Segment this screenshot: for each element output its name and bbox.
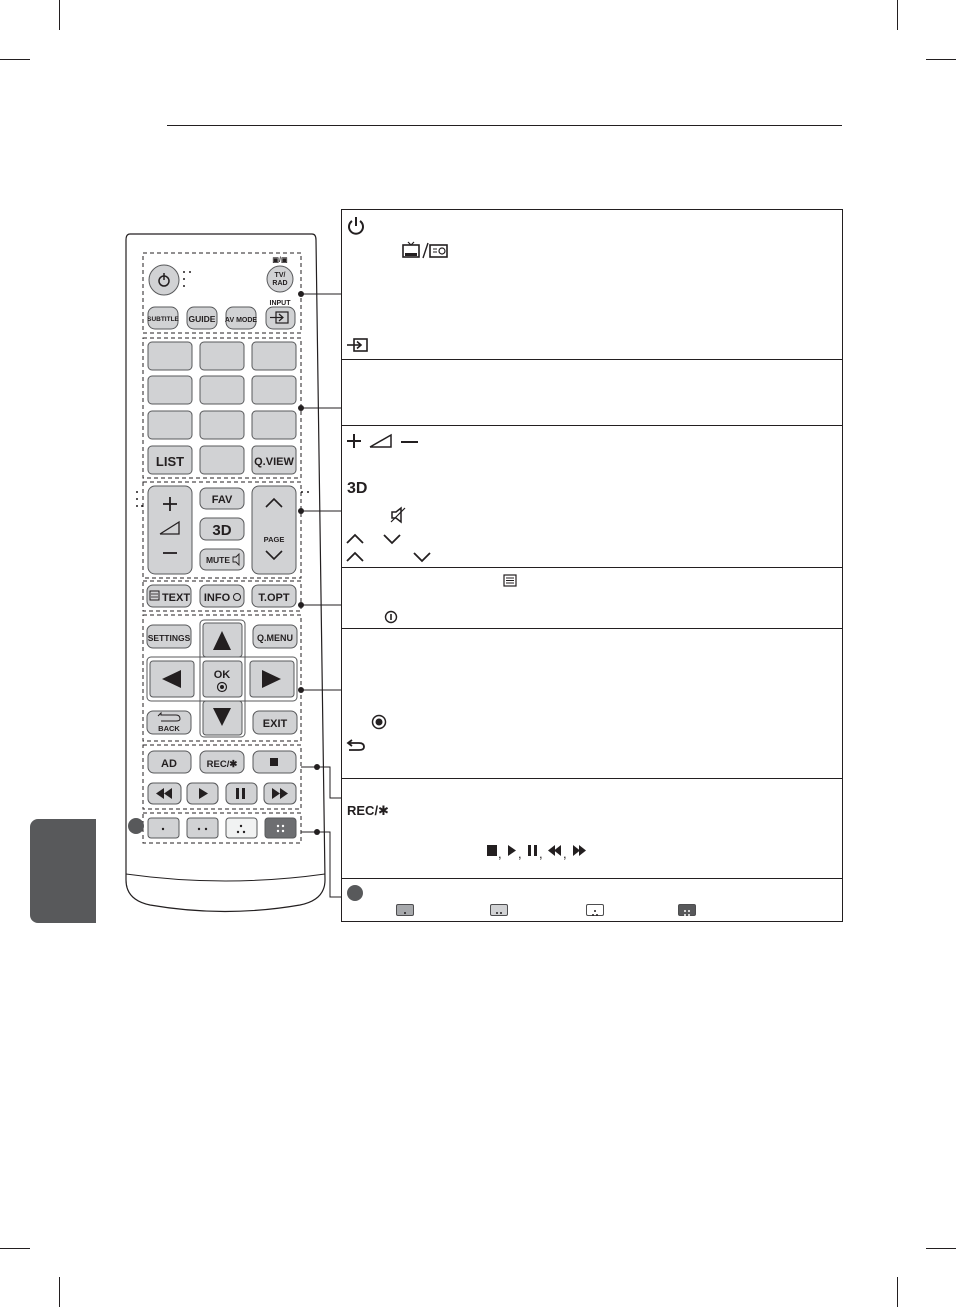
channel-up-down-icons — [346, 532, 410, 546]
3d-icon — [346, 478, 370, 496]
page-label: PAGE — [263, 535, 285, 544]
info-icon — [384, 610, 398, 624]
q-view-label: Q.VIEW — [254, 456, 294, 468]
row-power-input — [342, 210, 842, 360]
av-mode-label: AV MODE — [224, 317, 258, 324]
number-key-6[interactable] — [252, 376, 296, 404]
power-button[interactable] — [149, 265, 179, 295]
list-label: LIST — [155, 454, 185, 469]
pause-button[interactable] — [226, 783, 257, 804]
subtitle-label: SUBTITLE — [147, 316, 179, 323]
exit-button[interactable] — [253, 711, 297, 734]
back-label: BACK — [158, 724, 180, 733]
info-label: INFO — [203, 592, 231, 604]
subtitle-button[interactable] — [147, 307, 179, 329]
3d-label: 3D — [212, 522, 232, 539]
left-arrow-button[interactable] — [150, 661, 194, 697]
red-button[interactable] — [148, 818, 179, 838]
ok-button[interactable] — [203, 661, 242, 697]
row-text-info — [342, 568, 842, 629]
tv-rad-label: TV/ — [274, 272, 286, 279]
red-swatch — [396, 904, 414, 916]
right-arrow-button[interactable] — [250, 661, 294, 697]
color-keys-marker — [128, 818, 144, 834]
q-menu-button[interactable] — [253, 625, 297, 648]
svg-text:,: , — [498, 846, 502, 860]
text-button[interactable] — [147, 585, 191, 607]
ad-label: AD — [161, 758, 177, 770]
yellow-swatch — [586, 904, 604, 916]
settings-button[interactable] — [147, 625, 191, 648]
page-up-down-icons — [346, 550, 436, 564]
t-opt-label: T.OPT — [258, 592, 290, 604]
ok-icon — [371, 714, 387, 730]
number-key-2[interactable] — [200, 342, 244, 370]
number-key-4[interactable] — [148, 376, 192, 404]
description-table — [341, 209, 843, 922]
row-navigation — [342, 629, 842, 779]
yellow-button[interactable] — [226, 818, 257, 838]
tv-radio-icons: ▣/▣ — [272, 257, 288, 264]
rec-label: REC/✱ — [206, 759, 238, 770]
down-arrow-button[interactable] — [203, 701, 242, 735]
power-icon — [346, 216, 366, 236]
av-mode-button[interactable] — [225, 307, 257, 329]
back-icon — [346, 738, 366, 752]
fav-label: FAV — [211, 494, 233, 506]
number-key-9[interactable] — [252, 411, 296, 439]
tv-rad-label-2: RAD — [272, 280, 288, 287]
t-opt-button[interactable] — [252, 585, 296, 607]
play-button[interactable] — [187, 783, 218, 804]
q-menu-label: Q.MENU — [257, 633, 293, 643]
rewind-button[interactable] — [148, 783, 181, 804]
guide-button[interactable] — [187, 307, 217, 329]
mute-button[interactable] — [200, 549, 244, 570]
volume-rocker[interactable] — [148, 486, 192, 574]
green-swatch — [490, 904, 508, 916]
input-icon — [346, 337, 370, 353]
row-volume-3d-mute-page — [342, 426, 842, 568]
green-button[interactable] — [187, 818, 218, 838]
tv-rad-button[interactable] — [267, 266, 293, 292]
3d-button[interactable] — [200, 518, 244, 540]
fav-button[interactable] — [200, 488, 244, 509]
input-button[interactable] — [266, 307, 295, 329]
ok-label: OK — [213, 669, 231, 681]
number-key-7[interactable] — [148, 411, 192, 439]
guide-label: GUIDE — [188, 314, 216, 324]
svg-text:3D: 3D — [347, 480, 368, 496]
info-button[interactable] — [200, 585, 244, 607]
color-keys-marker-icon — [346, 884, 364, 902]
back-button[interactable] — [147, 711, 191, 734]
number-key-0[interactable] — [200, 446, 244, 474]
text-label: TEXT — [161, 592, 191, 604]
svg-text:,: , — [563, 846, 567, 860]
settings-label: SETTINGS — [147, 633, 191, 643]
exit-label: EXIT — [262, 718, 288, 730]
svg-text:,: , — [539, 846, 543, 860]
input-label: INPUT — [269, 300, 291, 307]
fast-forward-button[interactable] — [264, 783, 296, 804]
rec-symbol-label: REC/✱ — [347, 803, 389, 818]
stop-button[interactable] — [253, 751, 296, 773]
blue-swatch — [678, 904, 696, 916]
blue-button[interactable] — [265, 818, 296, 838]
q-view-button[interactable] — [252, 446, 296, 474]
number-key-5[interactable] — [200, 376, 244, 404]
mute-label: MUTE — [205, 555, 231, 565]
playback-control-icons — [486, 842, 594, 860]
mute-icon — [390, 506, 406, 524]
up-arrow-button[interactable] — [203, 623, 242, 657]
list-button[interactable] — [148, 446, 192, 474]
row-color-keys — [342, 879, 842, 923]
rec-button[interactable] — [200, 751, 244, 773]
page-rocker[interactable] — [252, 486, 296, 574]
number-key-1[interactable] — [148, 342, 192, 370]
row-number-keys — [342, 360, 842, 426]
number-key-3[interactable] — [252, 342, 296, 370]
teletext-icon — [503, 574, 517, 587]
row-recording-playback — [342, 779, 842, 879]
number-key-8[interactable] — [200, 411, 244, 439]
ad-button[interactable] — [148, 751, 191, 773]
svg-text:,: , — [518, 846, 522, 860]
volume-icons — [346, 432, 420, 450]
tv-radio-icon — [402, 241, 450, 259]
